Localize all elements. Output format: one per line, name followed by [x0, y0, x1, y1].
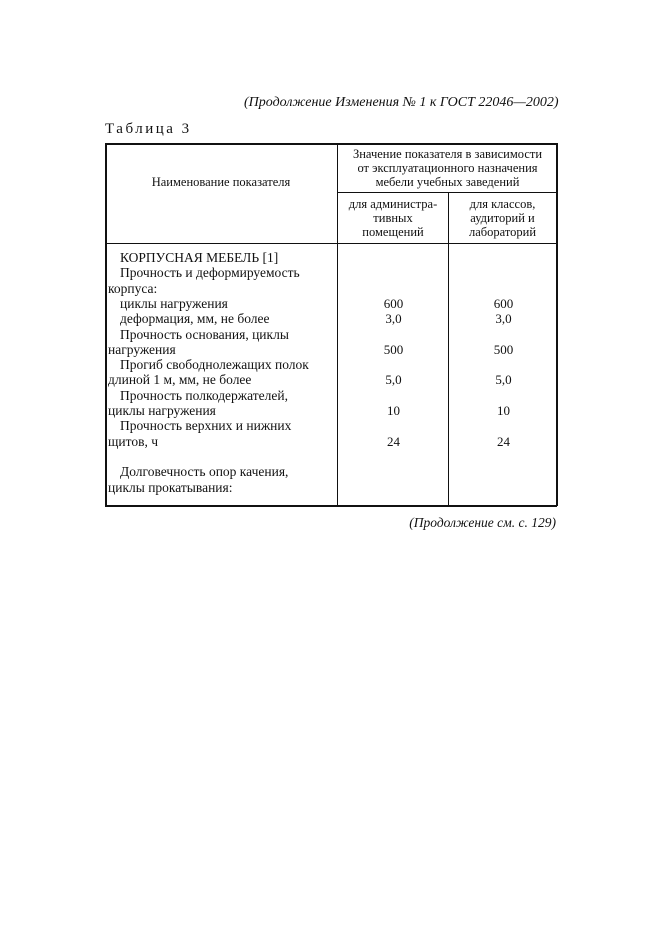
continuation-bottom: (Продолжение см. с. 129) — [409, 515, 556, 530]
header-value-group-line: мебели учебных заведений — [375, 175, 520, 189]
table-group-header-divider — [337, 192, 557, 193]
table-row-label: Прочность и деформируемость — [120, 265, 300, 281]
table-row-label: нагружения — [108, 341, 176, 357]
header-admin-line: тивных — [373, 211, 413, 225]
header-admin-line: помещений — [362, 225, 424, 239]
data-table — [105, 143, 557, 506]
table-border-left — [105, 143, 107, 506]
header-classrooms — [449, 197, 556, 239]
table-row-classes-value: 600 — [493, 295, 514, 311]
header-value-group — [338, 147, 557, 189]
table-row-classes-value: 3,0 — [495, 311, 512, 327]
table-border-top — [105, 143, 557, 145]
continuation-top: (Продолжение Изменения № 1 к ГОСТ 22046—2002) — [244, 95, 559, 110]
table-row-classes-value: 5,0 — [495, 372, 512, 388]
header-admin-line: для администра- — [348, 197, 438, 211]
table-row-classes-value: 500 — [493, 341, 514, 357]
table-row-classes-value: 24 — [497, 433, 510, 449]
table-row-label: корпуса: — [108, 280, 158, 296]
header-admin-premises — [338, 197, 448, 239]
header-indicator-name: Наименование показателя — [151, 175, 291, 189]
table-row-admin-value: 3,0 — [385, 311, 402, 327]
table-border-bottom — [105, 505, 557, 507]
header-classrooms-line: лабораторий — [468, 225, 537, 239]
table-row-admin-value: 5,0 — [385, 372, 402, 388]
table-row-admin-value: 600 — [383, 295, 404, 311]
table-caption: Таблица 3 — [105, 121, 192, 137]
table-row-label: деформация, мм, не более — [120, 311, 270, 327]
table-row-label: Долговечность опор качения, — [120, 464, 289, 480]
table-row-label: Прочность верхних и нижних — [120, 418, 292, 434]
table-row-label: циклы нагружения — [120, 295, 228, 311]
header-classrooms-line: для классов, — [469, 197, 536, 211]
header-value-group-line: от эксплуатационного назначения — [357, 161, 538, 175]
table-row-label: Прочность основания, циклы — [120, 326, 289, 342]
table-row-label: Прогиб свободнолежащих полок — [120, 357, 309, 373]
table-row-label: КОРПУСНАЯ МЕБЕЛЬ [1] — [120, 250, 279, 265]
header-classrooms-line: аудиторий и — [470, 211, 535, 225]
table-row-label: циклы прокатывания: — [108, 479, 233, 495]
table-row-admin-value: 24 — [387, 433, 400, 449]
table-row-label: Прочность полкодержателей, — [120, 387, 288, 403]
table-row-classes-value: 10 — [497, 403, 510, 418]
table-header-divider — [105, 243, 557, 244]
table-row-admin-value: 500 — [383, 341, 404, 357]
table-row-label: длиной 1 м, мм, не более — [108, 372, 252, 388]
table-row-admin-value: 10 — [387, 403, 400, 418]
table-row-label: щитов, ч — [108, 433, 159, 449]
header-value-group-line: Значение показателя в зависимости — [352, 147, 543, 161]
table-row-label: циклы нагружения — [108, 403, 216, 418]
